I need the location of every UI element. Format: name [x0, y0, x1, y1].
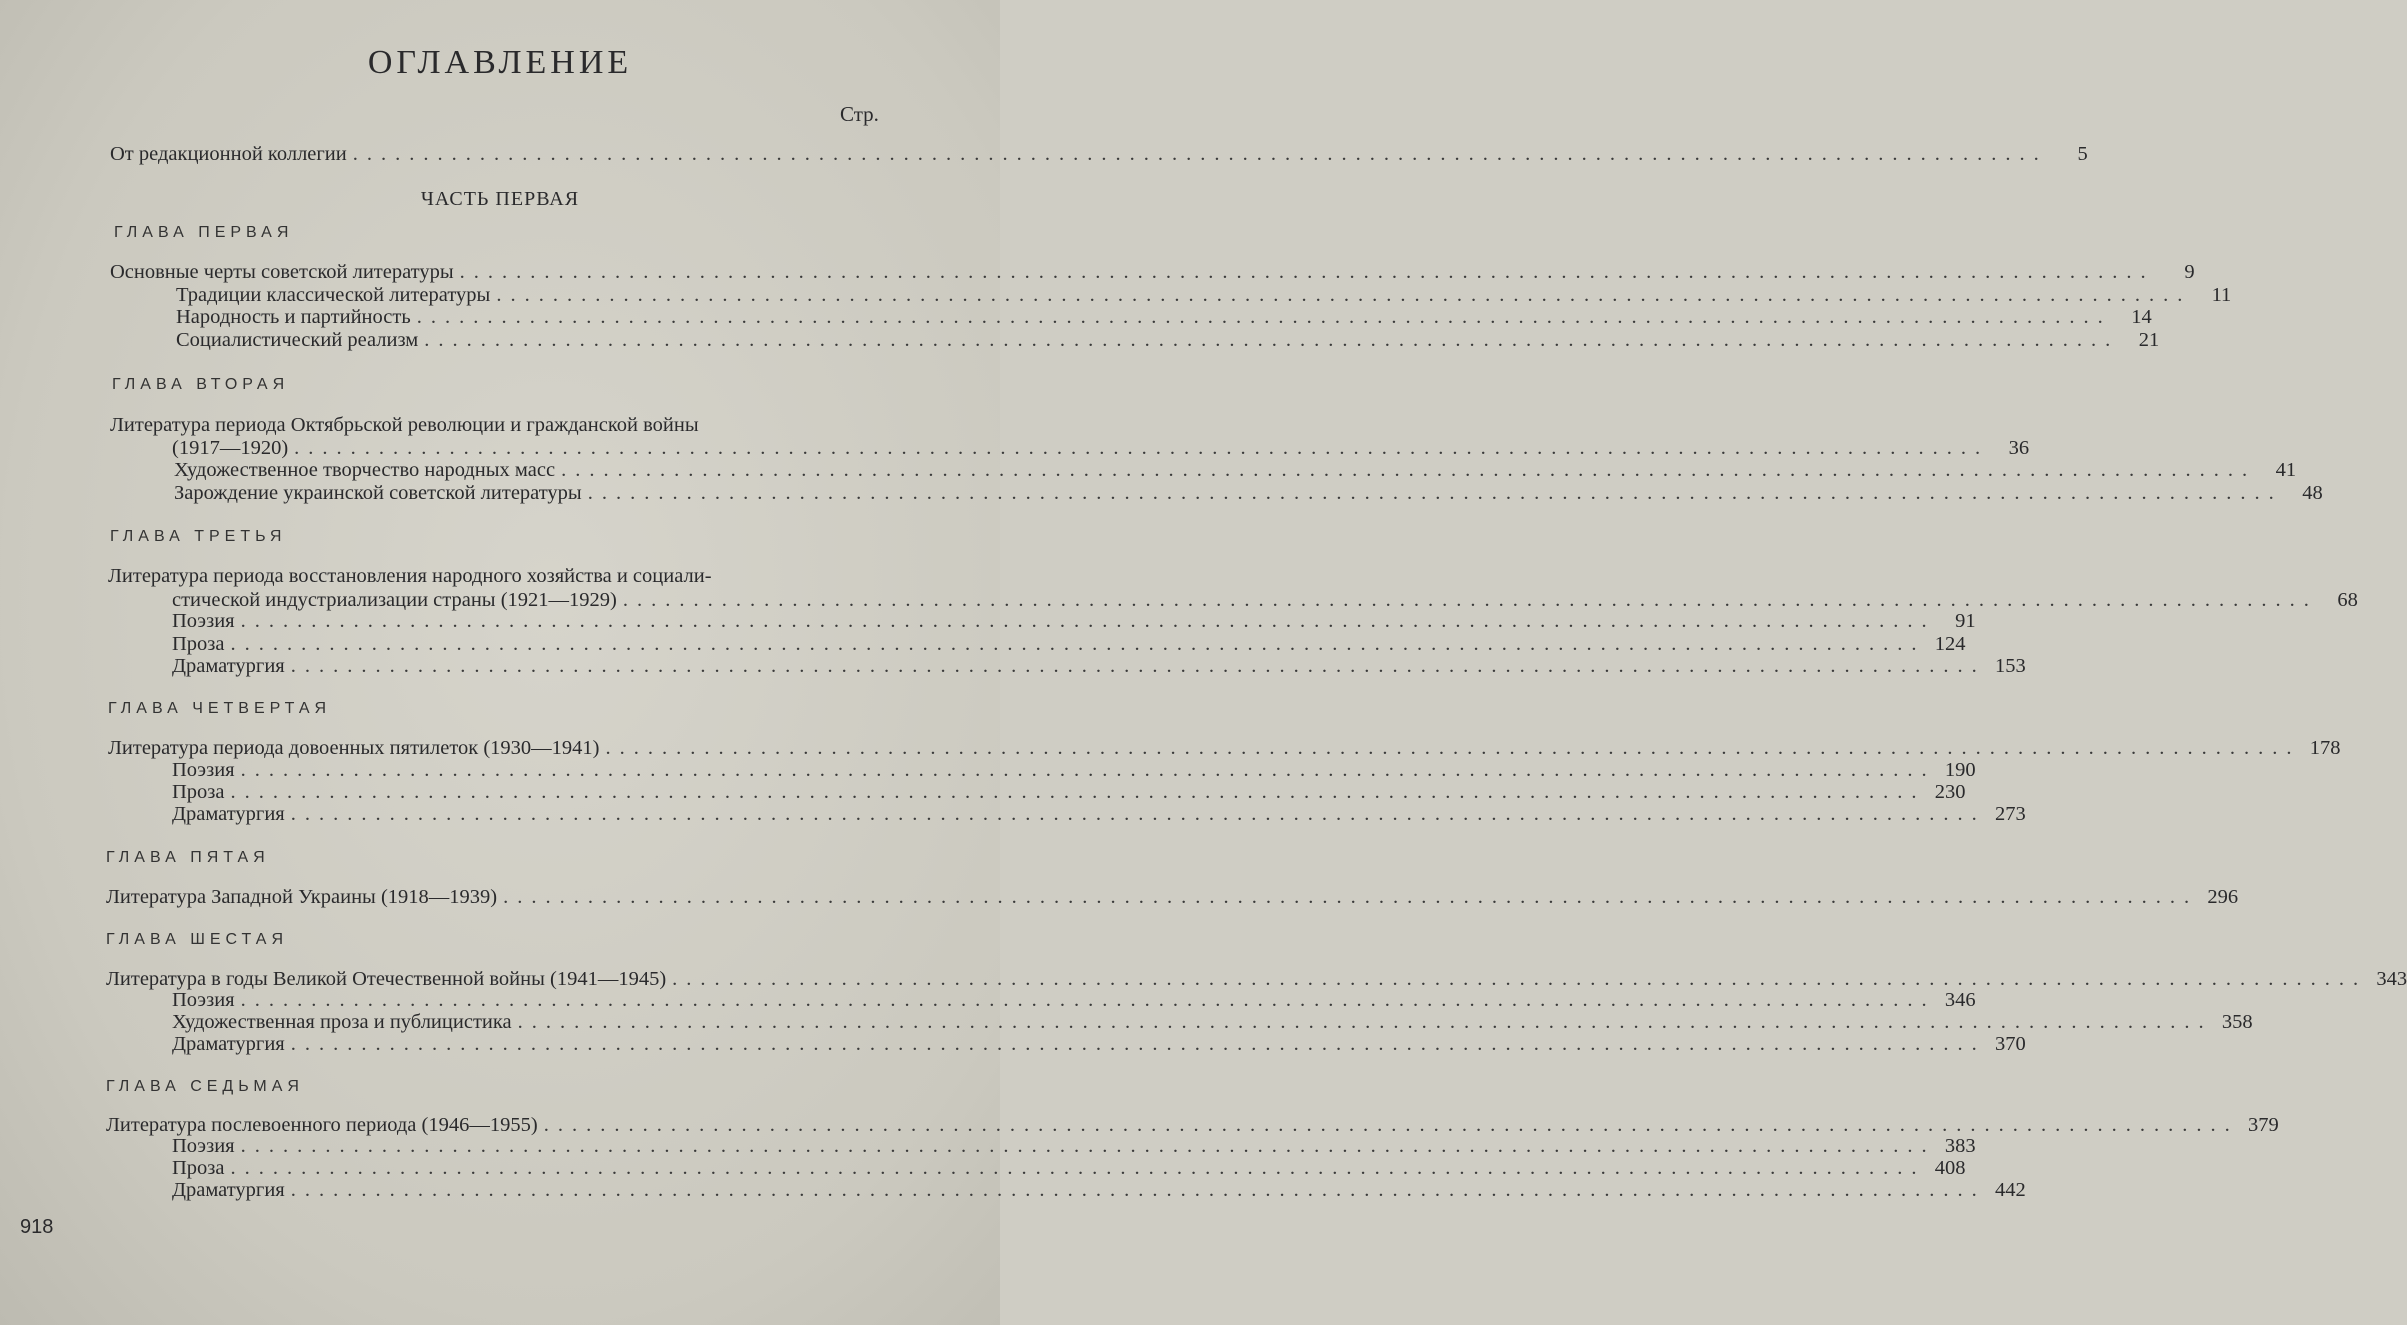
toc-entry-page: 358: [2221, 1011, 2253, 1033]
toc-entry-title: Драматургия: [172, 803, 285, 825]
leader-dots: ........................................................................................................................: [290, 803, 1986, 825]
toc-entry-page: 273: [1994, 803, 2026, 825]
leader-dots: ........................................................................................................................: [290, 655, 1986, 677]
toc-subentry: [172, 1157, 1966, 1179]
toc-entry-title: Проза: [172, 1157, 225, 1179]
leader-dots: ........................................................................................................................: [424, 329, 2120, 351]
toc-entry-page: 190: [1944, 759, 1976, 781]
leader-dots: ........................................................................................................................: [290, 1033, 1986, 1055]
chapter-heading: ГЛАВА ВТОРАЯ: [112, 376, 290, 393]
toc-entry-title: Литература периода довоенных пятилеток (1930—1941): [108, 737, 600, 759]
chapter-heading: ГЛАВА ШЕСТАЯ: [106, 931, 289, 948]
leader-dots: ........................................................................................................................: [294, 437, 1990, 459]
part-heading: ЧАСТЬ ПЕРВАЯ: [420, 188, 580, 210]
toc-entry-page: 21: [2138, 329, 2160, 351]
leader-dots: ........................................................................................................................: [416, 306, 2112, 328]
leader-dots: ........................................................................................................................: [230, 781, 1926, 803]
toc-entry-page: 346: [1944, 989, 1976, 1011]
toc-subentry: [172, 1179, 2026, 1201]
leader-dots: ........................................................................................................................: [240, 1135, 1936, 1157]
toc-entry-page: 178: [2309, 737, 2341, 759]
leader-dots: ........................................................................................................................: [605, 737, 2301, 759]
toc-entry-title: Поэзия: [172, 759, 235, 781]
toc-entry-title: Поэзия: [172, 989, 235, 1011]
toc-entry-page: 383: [1944, 1135, 1976, 1157]
leader-dots: ........................................................................................................................: [230, 1157, 1926, 1179]
toc-entry-title: Зарождение украинской советской литературы: [174, 482, 582, 504]
leader-dots: ........................................................................................................................: [230, 633, 1926, 655]
toc-entry: [106, 968, 2407, 990]
toc-subentry: [172, 1011, 2253, 1033]
toc-entry-page: 36: [2008, 437, 2030, 459]
toc-entry-title: Народность и партийность: [176, 306, 411, 328]
toc-subentry: [172, 655, 2026, 677]
toc-subentry: [172, 803, 2026, 825]
leader-dots: ........................................................................................................................: [561, 459, 2257, 481]
toc-subentry: [172, 610, 1976, 632]
toc-entry-page: 296: [2207, 886, 2239, 908]
toc-entry-page: 343: [2376, 968, 2407, 990]
toc-entry-title: Проза: [172, 781, 225, 803]
page-number: 918: [20, 1216, 54, 1238]
toc-subentry: [176, 306, 2152, 328]
chapter-heading: ГЛАВА ТРЕТЬЯ: [110, 528, 287, 545]
chapter-heading: ГЛАВА ПЕРВАЯ: [114, 224, 294, 241]
toc-entry: [172, 437, 2030, 459]
leader-dots: ........................................................................................................................: [240, 989, 1936, 1011]
toc-entry-title: Литература Западной Украины (1918—1939): [106, 886, 498, 908]
toc-entry-page: 9: [2184, 261, 2195, 283]
toc-entry-title: Художественное творчество народных масс: [174, 459, 556, 481]
toc-entry-page: 370: [1994, 1033, 2026, 1055]
toc-entry-page: 230: [1934, 781, 1966, 803]
toc-entry-page: 442: [1994, 1179, 2026, 1201]
leader-dots: ........................................................................................................................: [622, 589, 2318, 611]
toc-entry-page: 48: [2302, 482, 2323, 504]
toc-entry-page: 11: [2211, 284, 2232, 306]
toc-entry-page: 379: [2247, 1114, 2279, 1136]
toc-entry: [172, 589, 2358, 611]
toc-subentry: [176, 284, 2232, 306]
toc-entry-title: Драматургия: [172, 655, 285, 677]
toc-subentry: [172, 989, 1976, 1011]
leader-dots: ........................................................................................................................: [503, 886, 2199, 908]
toc-entry: [106, 1114, 2279, 1136]
chapter-heading: ГЛАВА ЧЕТВЕРТАЯ: [108, 700, 332, 717]
toc-subentry: [172, 1033, 2026, 1055]
toc-entry-page: 68: [2337, 589, 2358, 611]
toc-entry: [108, 737, 2341, 759]
toc-entry-title: Литература послевоенного периода (1946—1955): [106, 1114, 538, 1136]
toc-entry-title: Поэзия: [172, 1135, 235, 1157]
toc-entry-title: (1917—1920): [172, 437, 289, 459]
toc-subentry: [172, 759, 1976, 781]
page-title: ОГЛАВЛЕНИЕ: [367, 44, 633, 81]
chapter-heading: ГЛАВА СЕДЬМАЯ: [106, 1078, 304, 1095]
toc-entry-page: 5: [2077, 143, 2088, 165]
toc-entry-title: Художественная проза и публицистика: [172, 1011, 512, 1033]
toc-entry-title: Проза: [172, 633, 225, 655]
toc-entry-title: Драматургия: [172, 1033, 285, 1055]
toc-entry-title: Традиции классической литературы: [176, 284, 491, 306]
toc-entry: [106, 886, 2239, 908]
toc-entry-title: стической индустриализации страны (1921—1929): [172, 589, 617, 611]
toc-entry-page: 91: [1955, 610, 1976, 632]
toc-subentry: [172, 1135, 1976, 1157]
toc-entry: [110, 143, 2088, 165]
toc-subentry: [172, 633, 1966, 655]
leader-dots: ........................................................................................................................: [543, 1114, 2239, 1136]
toc-entry-page: 153: [1994, 655, 2026, 677]
chapter-heading: ГЛАВА ПЯТАЯ: [106, 849, 270, 866]
toc-subentry: [174, 459, 2297, 481]
toc-subentry: [174, 482, 2323, 504]
toc-entry-title: Поэзия: [172, 610, 235, 632]
leader-dots: ........................................................................................................................: [240, 759, 1936, 781]
toc-entry-page: 41: [2275, 459, 2297, 481]
toc-entry-page: 408: [1934, 1157, 1966, 1179]
toc-subentry: [172, 781, 1966, 803]
toc-subentry: [176, 329, 2160, 351]
leader-dots: ........................................................................................................................: [496, 284, 2192, 306]
toc-entry-title: Основные черты советской литературы: [110, 261, 454, 283]
toc-entry-title-line: Литература периода восстановления народного хозяйства и социали-: [108, 565, 712, 587]
leader-dots: ........................................................................................................................: [240, 610, 1936, 632]
toc-entry-title: Литература в годы Великой Отечественной войны (1941—1945): [106, 968, 667, 990]
page-column-label: Стр.: [840, 102, 879, 126]
leader-dots: ........................................................................................................................: [290, 1179, 1986, 1201]
leader-dots: ........................................................................................................................: [672, 968, 2368, 990]
leader-dots: ........................................................................................................................: [459, 261, 2155, 283]
toc-entry-title: От редакционной коллегии: [110, 143, 347, 165]
toc-entry-title: Драматургия: [172, 1179, 285, 1201]
toc-entry: [110, 261, 2195, 283]
leader-dots: ........................................................................................................................: [517, 1011, 2213, 1033]
toc-entry-title: Социалистический реализм: [176, 329, 419, 351]
toc-entry-page: 124: [1934, 633, 1966, 655]
toc-entry-page: 14: [2131, 306, 2152, 328]
leader-dots: ........................................................................................................................: [587, 482, 2283, 504]
leader-dots: ........................................................................................................................: [352, 143, 2048, 165]
toc-entry-title-line: Литература периода Октябрьской революции и гражданской войны: [110, 414, 699, 436]
